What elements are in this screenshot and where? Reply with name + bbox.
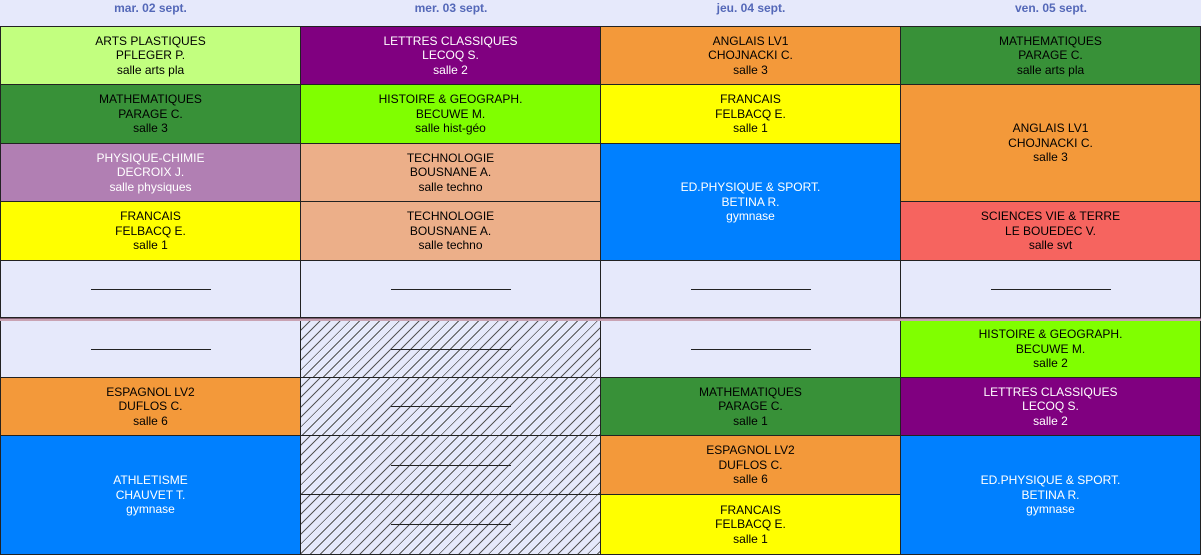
- empty-slot[interactable]: [0, 321, 301, 378]
- course-cell[interactable]: [0, 202, 301, 261]
- course-teacher: CHAUVET T.: [115, 487, 186, 502]
- course-cell[interactable]: [601, 144, 901, 261]
- course-subject: ED.PHYSIQUE & SPORT.: [680, 180, 821, 195]
- course-subject: MATHEMATIQUES: [99, 92, 202, 107]
- empty-slot-line: [391, 289, 511, 290]
- course-teacher: LECOQ S.: [422, 48, 479, 63]
- course-teacher: BETINA R.: [1021, 487, 1080, 502]
- course-teacher: BETINA R.: [721, 194, 780, 209]
- course-room: salle 1: [733, 413, 768, 428]
- course-subject: ESPAGNOL LV2: [706, 443, 795, 458]
- course-cell[interactable]: [601, 378, 901, 436]
- course-subject: TECHNOLOGIE: [406, 150, 495, 165]
- course-cell[interactable]: [901, 436, 1201, 555]
- course-cell[interactable]: [0, 85, 301, 144]
- empty-slot-line: [691, 289, 811, 290]
- course-room: salle svt: [1028, 238, 1073, 253]
- course-subject: HISTOIRE & GEOGRAPH.: [978, 327, 1123, 342]
- course-room: salle 2: [1033, 413, 1068, 428]
- empty-slot-line: [991, 289, 1111, 290]
- timetable-grid: [0, 26, 1201, 554]
- course-cell[interactable]: [901, 202, 1201, 261]
- course-cell[interactable]: [901, 27, 1201, 85]
- course-room: gymnase: [1026, 502, 1075, 517]
- course-subject: SCIENCES VIE & TERRE: [980, 209, 1121, 224]
- unavailable-slot: [301, 321, 601, 378]
- course-teacher: FELBACQ E.: [715, 517, 786, 532]
- course-teacher: PARAGE C.: [118, 106, 183, 121]
- course-cell[interactable]: [601, 495, 901, 555]
- course-teacher: CHOJNACKI C.: [708, 48, 793, 63]
- course-teacher: DUFLOS C.: [718, 457, 783, 472]
- course-teacher: FELBACQ E.: [115, 223, 186, 238]
- course-teacher: FELBACQ E.: [715, 106, 786, 121]
- empty-slot-line: [691, 349, 811, 350]
- empty-slot[interactable]: [601, 321, 901, 378]
- course-subject: FRANCAIS: [720, 92, 781, 107]
- course-subject: TECHNOLOGIE: [406, 209, 495, 224]
- course-room: salle 1: [733, 121, 768, 136]
- day-header-fri: ven. 05 sept.: [1014, 1, 1088, 15]
- course-cell[interactable]: [301, 27, 601, 85]
- empty-slot-line: [391, 524, 511, 525]
- course-room: salle techno: [418, 179, 483, 194]
- course-subject: HISTOIRE & GEOGRAPH.: [378, 92, 523, 107]
- course-subject: MATHEMATIQUES: [999, 33, 1102, 48]
- course-cell[interactable]: [0, 436, 301, 555]
- unavailable-slot: [301, 495, 601, 555]
- empty-slot[interactable]: [0, 261, 301, 318]
- empty-slot-line: [91, 349, 211, 350]
- day-header-thu: jeu. 04 sept.: [716, 1, 786, 15]
- course-subject: ANGLAIS LV1: [712, 33, 789, 48]
- day-header-wed: mer. 03 sept.: [414, 1, 488, 15]
- course-teacher: BECUWE M.: [415, 106, 486, 121]
- course-room: salle 6: [133, 413, 168, 428]
- day-header-tue: mar. 02 sept.: [114, 1, 187, 15]
- empty-slot-line: [391, 465, 511, 466]
- course-teacher: BOUSNANE A.: [409, 223, 492, 238]
- course-subject: ARTS PLASTIQUES: [95, 33, 206, 48]
- course-cell[interactable]: [0, 144, 301, 202]
- course-room: salle 3: [733, 62, 768, 77]
- course-room: salle arts pla: [1016, 62, 1085, 77]
- course-teacher: BOUSNANE A.: [409, 165, 492, 180]
- course-cell[interactable]: [901, 378, 1201, 436]
- course-teacher: LE BOUEDEC V.: [1005, 223, 1096, 238]
- course-subject: ED.PHYSIQUE & SPORT.: [980, 473, 1121, 488]
- empty-slot[interactable]: [901, 261, 1201, 318]
- unavailable-slot: [301, 378, 601, 436]
- course-teacher: DUFLOS C.: [118, 399, 183, 414]
- course-room: salle techno: [418, 238, 483, 253]
- course-cell[interactable]: [601, 27, 901, 85]
- course-room: salle 3: [1033, 150, 1068, 165]
- course-room: salle arts pla: [116, 62, 185, 77]
- course-teacher: BECUWE M.: [1015, 341, 1086, 356]
- course-cell[interactable]: [601, 85, 901, 144]
- lunch-break-separator: [0, 318, 1201, 321]
- course-room: salle physiques: [109, 179, 192, 194]
- course-cell[interactable]: [901, 85, 1201, 202]
- course-room: gymnase: [726, 209, 775, 224]
- course-subject: FRANCAIS: [720, 502, 781, 517]
- course-subject: LETTRES CLASSIQUES: [383, 33, 518, 48]
- course-teacher: CHOJNACKI C.: [1008, 135, 1093, 150]
- course-cell[interactable]: [901, 321, 1201, 378]
- course-subject: FRANCAIS: [120, 209, 181, 224]
- course-subject: LETTRES CLASSIQUES: [983, 384, 1118, 399]
- course-cell[interactable]: [301, 202, 601, 261]
- course-teacher: DECROIX J.: [116, 165, 185, 180]
- course-subject: ESPAGNOL LV2: [106, 384, 195, 399]
- course-room: salle hist-géo: [415, 121, 486, 136]
- course-cell[interactable]: [601, 436, 901, 495]
- course-subject: ANGLAIS LV1: [1012, 121, 1089, 136]
- course-cell[interactable]: [301, 85, 601, 144]
- course-subject: MATHEMATIQUES: [699, 384, 802, 399]
- course-room: salle 6: [733, 472, 768, 487]
- course-subject: ATHLETISME: [113, 473, 188, 488]
- course-cell[interactable]: [0, 27, 301, 85]
- course-subject: PHYSIQUE-CHIMIE: [96, 150, 205, 165]
- course-teacher: PFLEGER P.: [115, 48, 186, 63]
- course-room: salle 1: [733, 531, 768, 546]
- course-cell[interactable]: [0, 378, 301, 436]
- course-room: gymnase: [126, 502, 175, 517]
- course-teacher: LECOQ S.: [1022, 399, 1079, 414]
- course-cell[interactable]: [301, 144, 601, 202]
- course-teacher: PARAGE C.: [1018, 48, 1083, 63]
- course-room: salle 3: [133, 121, 168, 136]
- course-room: salle 2: [1033, 356, 1068, 371]
- empty-slot[interactable]: [601, 261, 901, 318]
- empty-slot-line: [391, 349, 511, 350]
- course-room: salle 2: [433, 62, 468, 77]
- empty-slot-line: [91, 289, 211, 290]
- course-teacher: PARAGE C.: [718, 399, 783, 414]
- course-room: salle 1: [133, 238, 168, 253]
- unavailable-slot: [301, 436, 601, 495]
- empty-slot-line: [391, 406, 511, 407]
- empty-slot[interactable]: [301, 261, 601, 318]
